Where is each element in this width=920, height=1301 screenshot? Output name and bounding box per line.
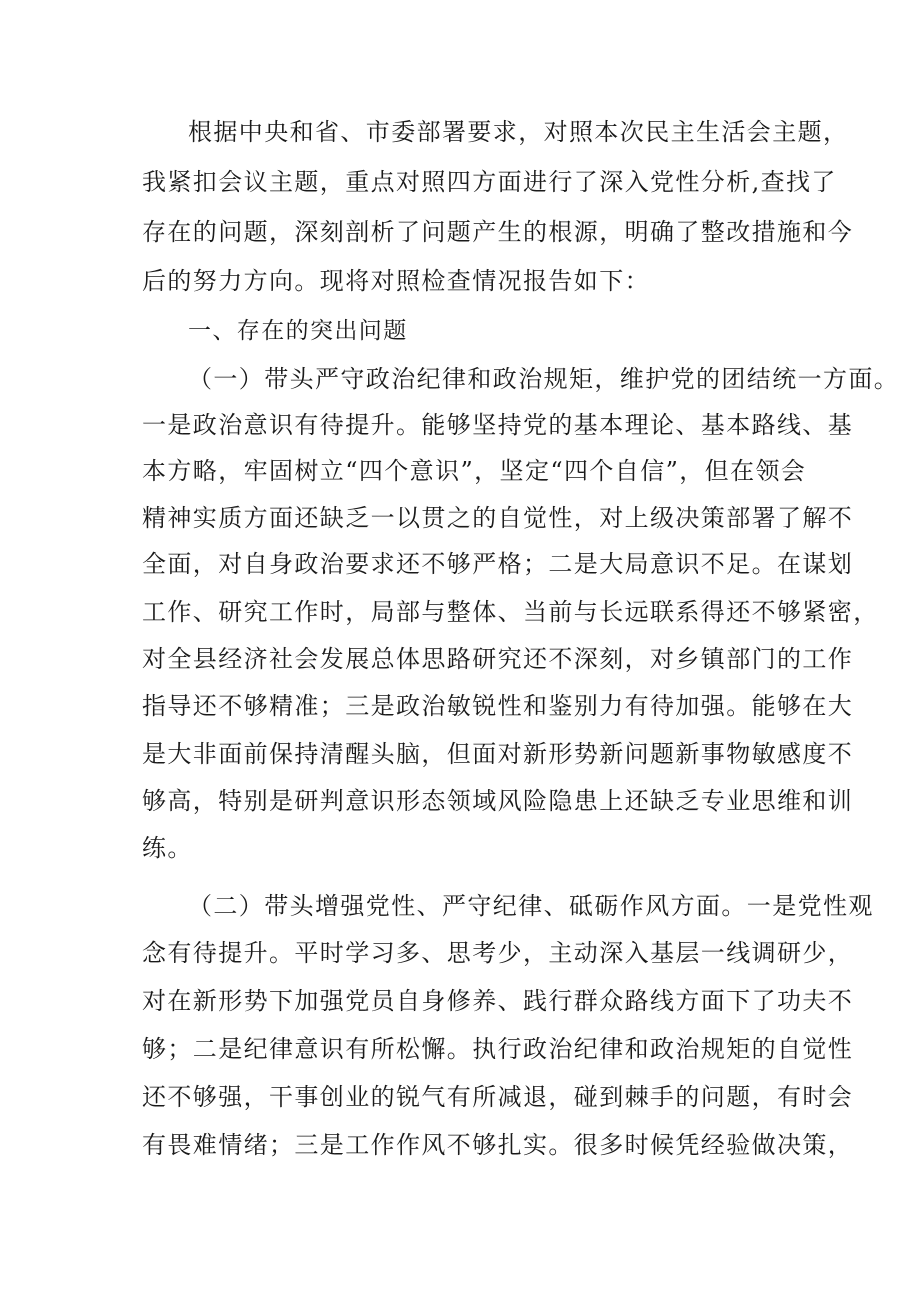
heading-text: 一、存在的突出问题 — [188, 318, 408, 344]
text-line: 有畏难情绪；三是工作作风不够扎实。很多时候凭经验做决策， — [142, 1131, 854, 1159]
text-line: 精神实质方面还缺乏一以贯之的自觉性，对上级决策部署了解不 — [142, 504, 854, 532]
text-line: 我紧扣会议主题，重点对照四方面进行了深入党性分析,查找了 — [142, 168, 837, 196]
text-line: 是大非面前保持清醒头脑，但面对新形势新问题新事物敏感度不 — [142, 740, 854, 768]
text-line: 工作、研究工作时，局部与整体、当前与长远联系得还不够紧密， — [142, 598, 879, 626]
text-line: 还不够强，干事创业的锐气有所减退，碰到棘手的问题，有时会 — [142, 1083, 854, 1111]
text-line: 存在的问题，深刻剖析了问题产生的根源，明确了整改措施和今 — [142, 218, 854, 246]
text-line: （二）带头增强党性、严守纪律、砥砺作风方面。一是党性观 — [188, 892, 874, 920]
text-line: 够；二是纪律意识有所松懈。执行政治纪律和政治规矩的自觉性 — [142, 1035, 854, 1063]
text-line: 本方略，牢固树立“四个意识”，坚定“四个自信”，但在领会 — [142, 457, 807, 485]
text-line: 练。 — [142, 834, 193, 862]
text-line: 对在新形势下加强党员自身修养、践行群众路线方面下了功夫不 — [142, 987, 854, 1015]
text-line: 全面，对自身政治要求还不够严格；二是大局意识不足。在谋划 — [142, 550, 854, 578]
text-line: 后的努力方向。现将对照检查情况报告如下： — [142, 267, 650, 295]
text-line: （一）带头严守政治纪律和政治规矩，维护党的团结统一方面。 — [188, 365, 900, 393]
text-line: 一是政治意识有待提升。能够坚持党的基本理论、基本路线、基 — [142, 411, 854, 439]
text-line: 念有待提升。平时学习多、思考少，主动深入基层一线调研少， — [142, 939, 854, 967]
text-line: 够高，特别是研判意识形态领域风险隐患上还缺乏专业思维和训 — [142, 787, 854, 815]
text-line: 指导还不够精准；三是政治敏锐性和鉴别力有待加强。能够在大 — [142, 692, 854, 720]
text-line: 对全县经济社会发展总体思路研究还不深刻，对乡镇部门的工作 — [142, 645, 854, 673]
text-line: 根据中央和省、市委部署要求，对照本次民主生活会主题， — [188, 118, 849, 146]
